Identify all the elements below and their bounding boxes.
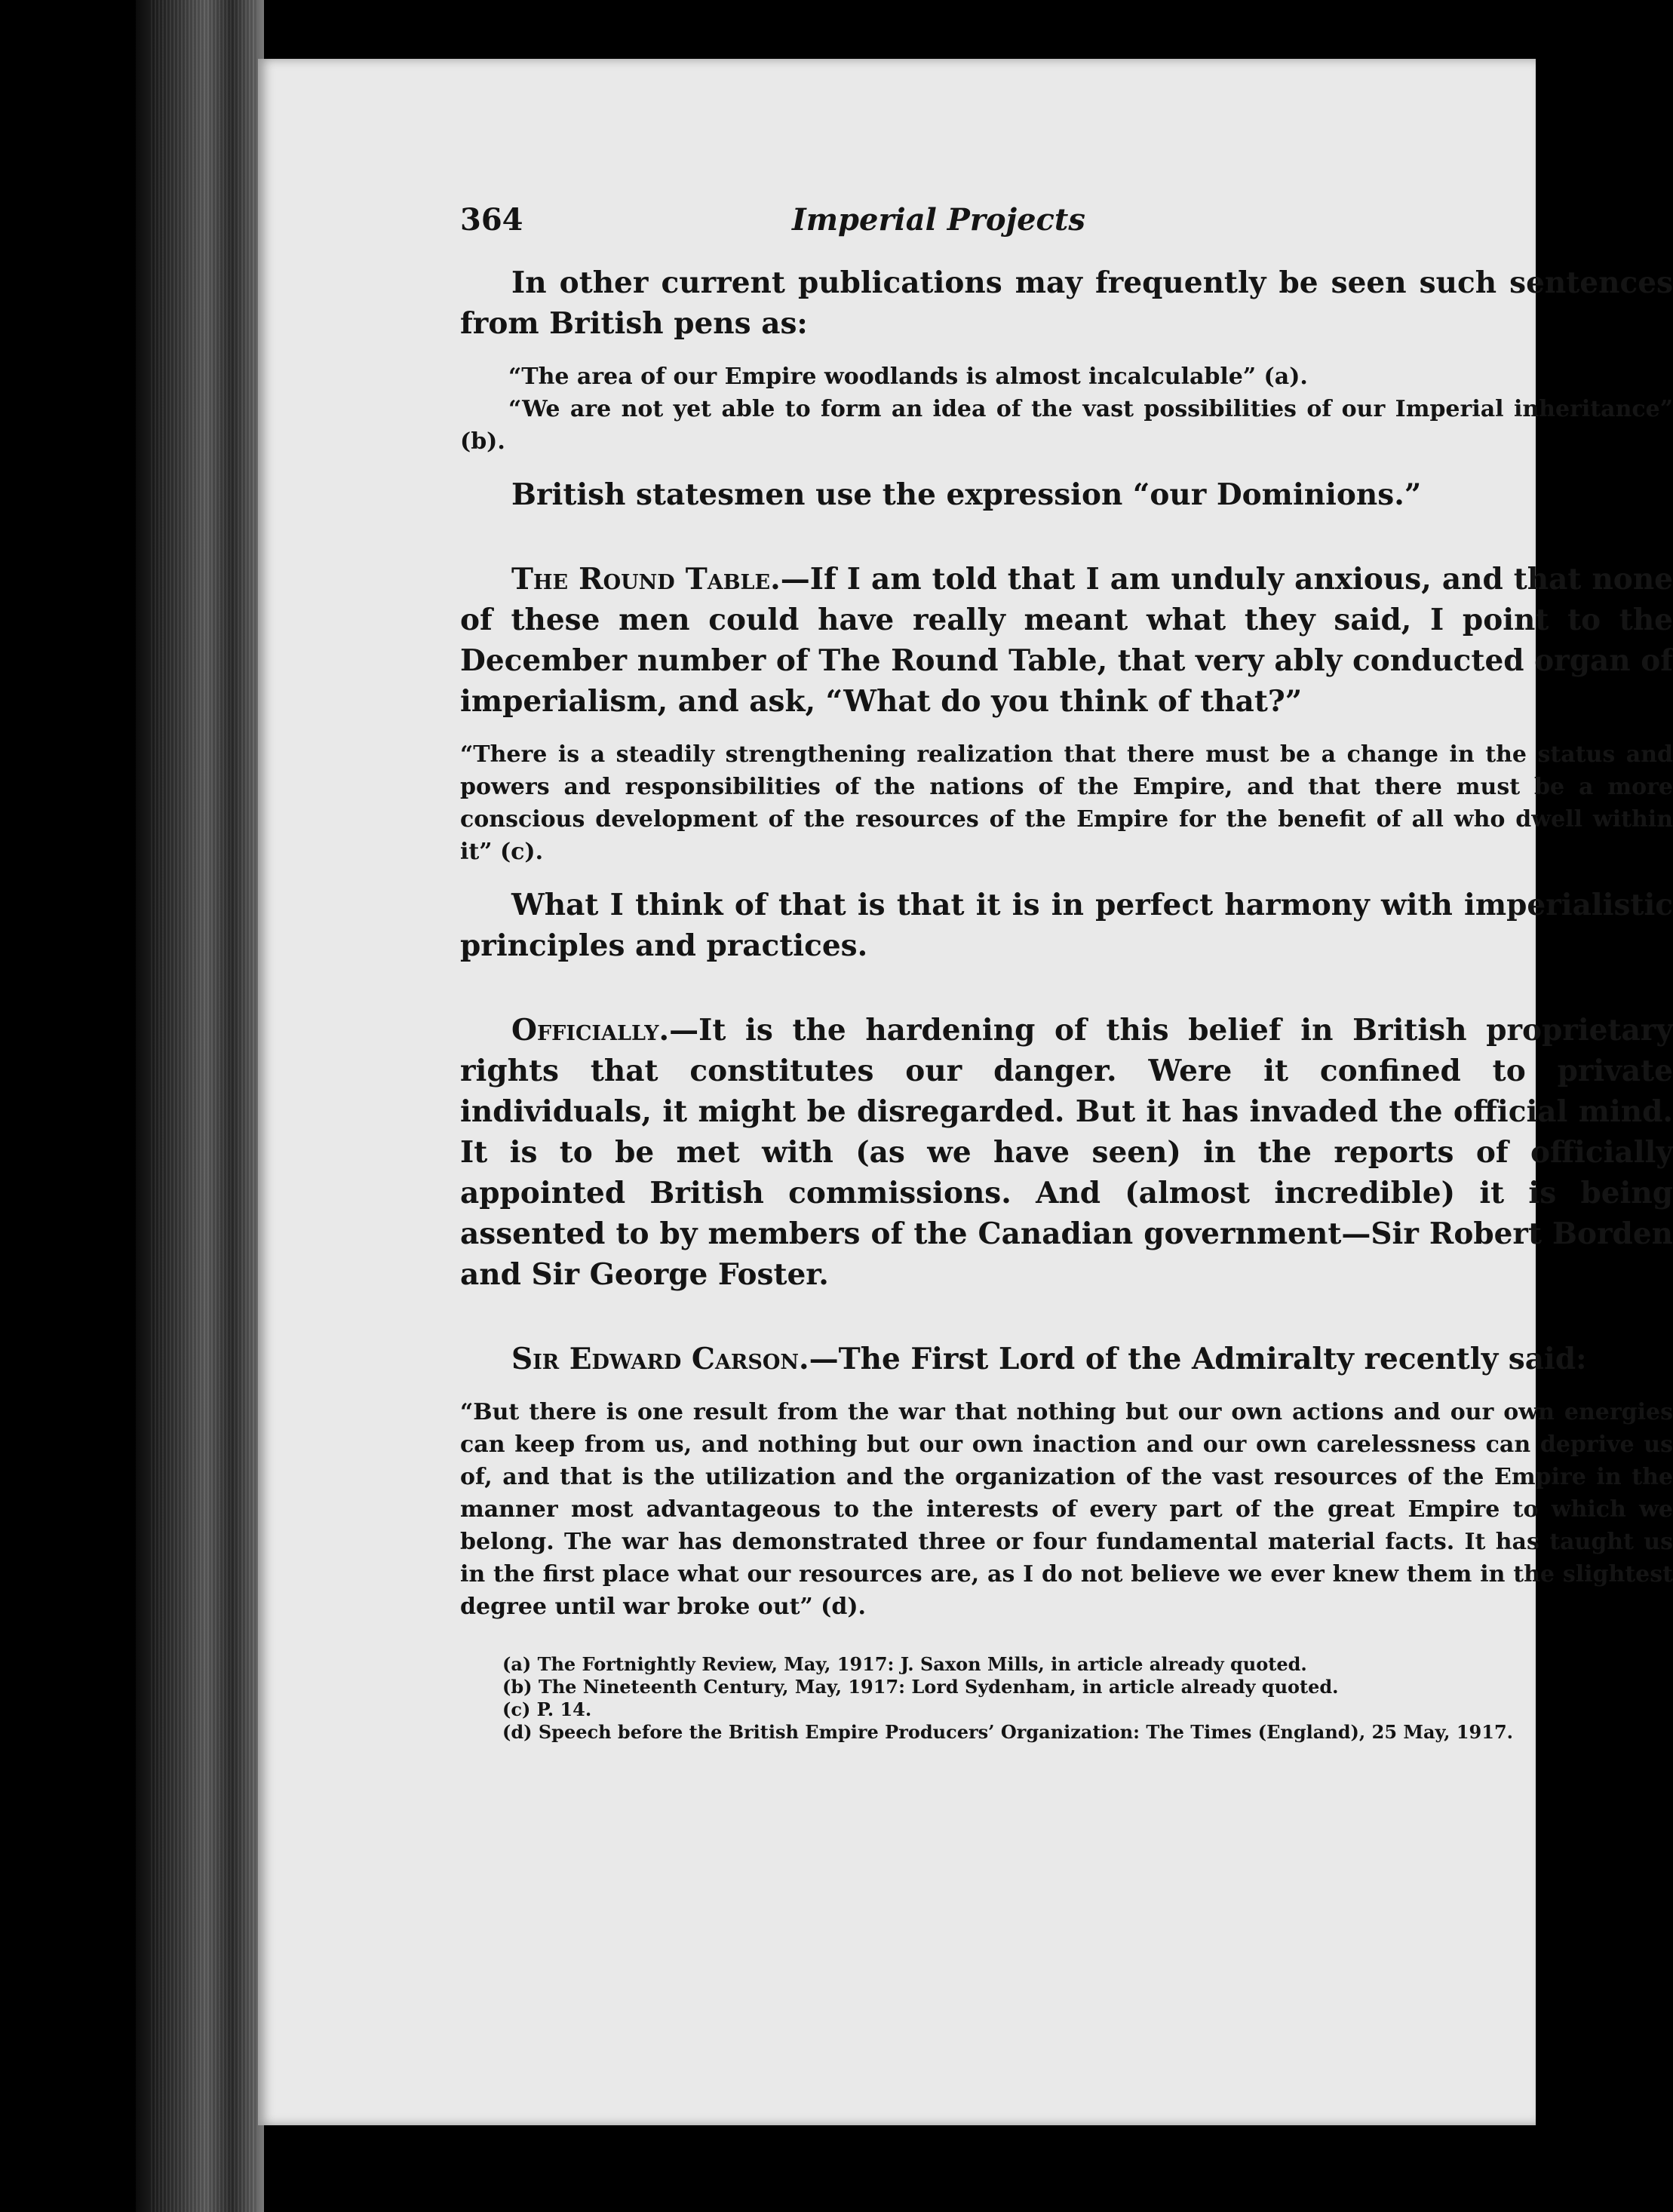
footnote-a: (a) The Fortnightly Review, May, 1917: J. Saxon Mills, in article already quoted. — [502, 1653, 1307, 1675]
page-number: 364 — [460, 202, 523, 238]
paragraph-carson — [460, 1339, 1673, 1379]
running-title: Imperial Projects — [792, 202, 1085, 238]
book-page-stack — [151, 0, 256, 2212]
footnote-d: (d) Speech before the British Empire Producers’ Organization: The Times (England), 25 May, 1917. — [502, 1721, 1514, 1743]
paragraph-harmony: What I think of that is that it is in perfect harmony with imperialistic principles and practices. — [460, 888, 1673, 963]
section-heading-officially: Officially. — [511, 1013, 670, 1048]
book-page — [258, 59, 1673, 2125]
section-heading-carson: Sir Edward Carson. — [511, 1342, 809, 1376]
footnote-c: (c) P. 14. — [502, 1698, 592, 1720]
page-text — [460, 202, 1673, 1744]
section-heading-round-table: The Round Table. — [511, 562, 781, 597]
quote-inheritance: “We are not yet able to form an idea of the vast possibilities of our Imperial inheritance” (b). — [460, 396, 1673, 455]
paragraph-officially — [460, 1010, 1673, 1295]
footnote-b: (b) The Nineteenth Century, May, 1917: Lord Sydenham, in article already quoted. — [502, 1676, 1339, 1698]
quote-carson: “But there is one result from the war that nothing but our own actions and our own energies can keep from us, and nothing but our own inaction and our own carelessness can deprive us of, and that is the utilization and the organization of the vast resources of the Empire in the manner most advantageous to the interests of every part of the great Empire to which we belong. The war has demonstrated three or four fundamental material facts. It has taught us in the first place what our resources are, as I do not believe we ever knew them in the slightest degree until war broke out” (d). — [460, 1399, 1673, 1620]
page-header — [460, 202, 1673, 262]
paragraph-officially-body: —It is the hardening of this belief in British proprietary rights that constitutes our danger. Were it confined to private individuals, it might be disregarded. But it has invaded the official mind. It is to be met with (as we have seen) in the reports of officially appointed British commissions. And (almost incredible) it is being assented to by members of the Canadian government—Sir Robert Borden and Sir George Foster. — [460, 1013, 1673, 1292]
quote-woodlands: “The area of our Empire woodlands is almost incalculable” (a). — [508, 364, 1308, 390]
quote-round-table: “There is a steadily strengthening realization that there must be a change in the status and powers and responsibilities of the nations of the Empire, and that there must be a more conscious development of the resources of the Empire for the benefit of all who dwell within it” (c). — [460, 741, 1673, 865]
paragraph-statesmen: British statesmen use the expression “our Dominions.” — [511, 477, 1422, 512]
paragraph-round-table — [460, 559, 1673, 722]
footnotes — [460, 1653, 1673, 1744]
paragraph-round-table-body: —If I am told that I am unduly anxious, and that none of these men could have really meant what they said, I point to the December number of The Round Table, that very ably conducted organ of imperialism, and ask, “What do you think of that?” — [460, 562, 1673, 719]
paragraph-carson-body: —The First Lord of the Admiralty recently said: — [809, 1342, 1587, 1376]
paragraph-publications: In other current publications may frequently be seen such sentences from British pens as: — [460, 265, 1673, 341]
